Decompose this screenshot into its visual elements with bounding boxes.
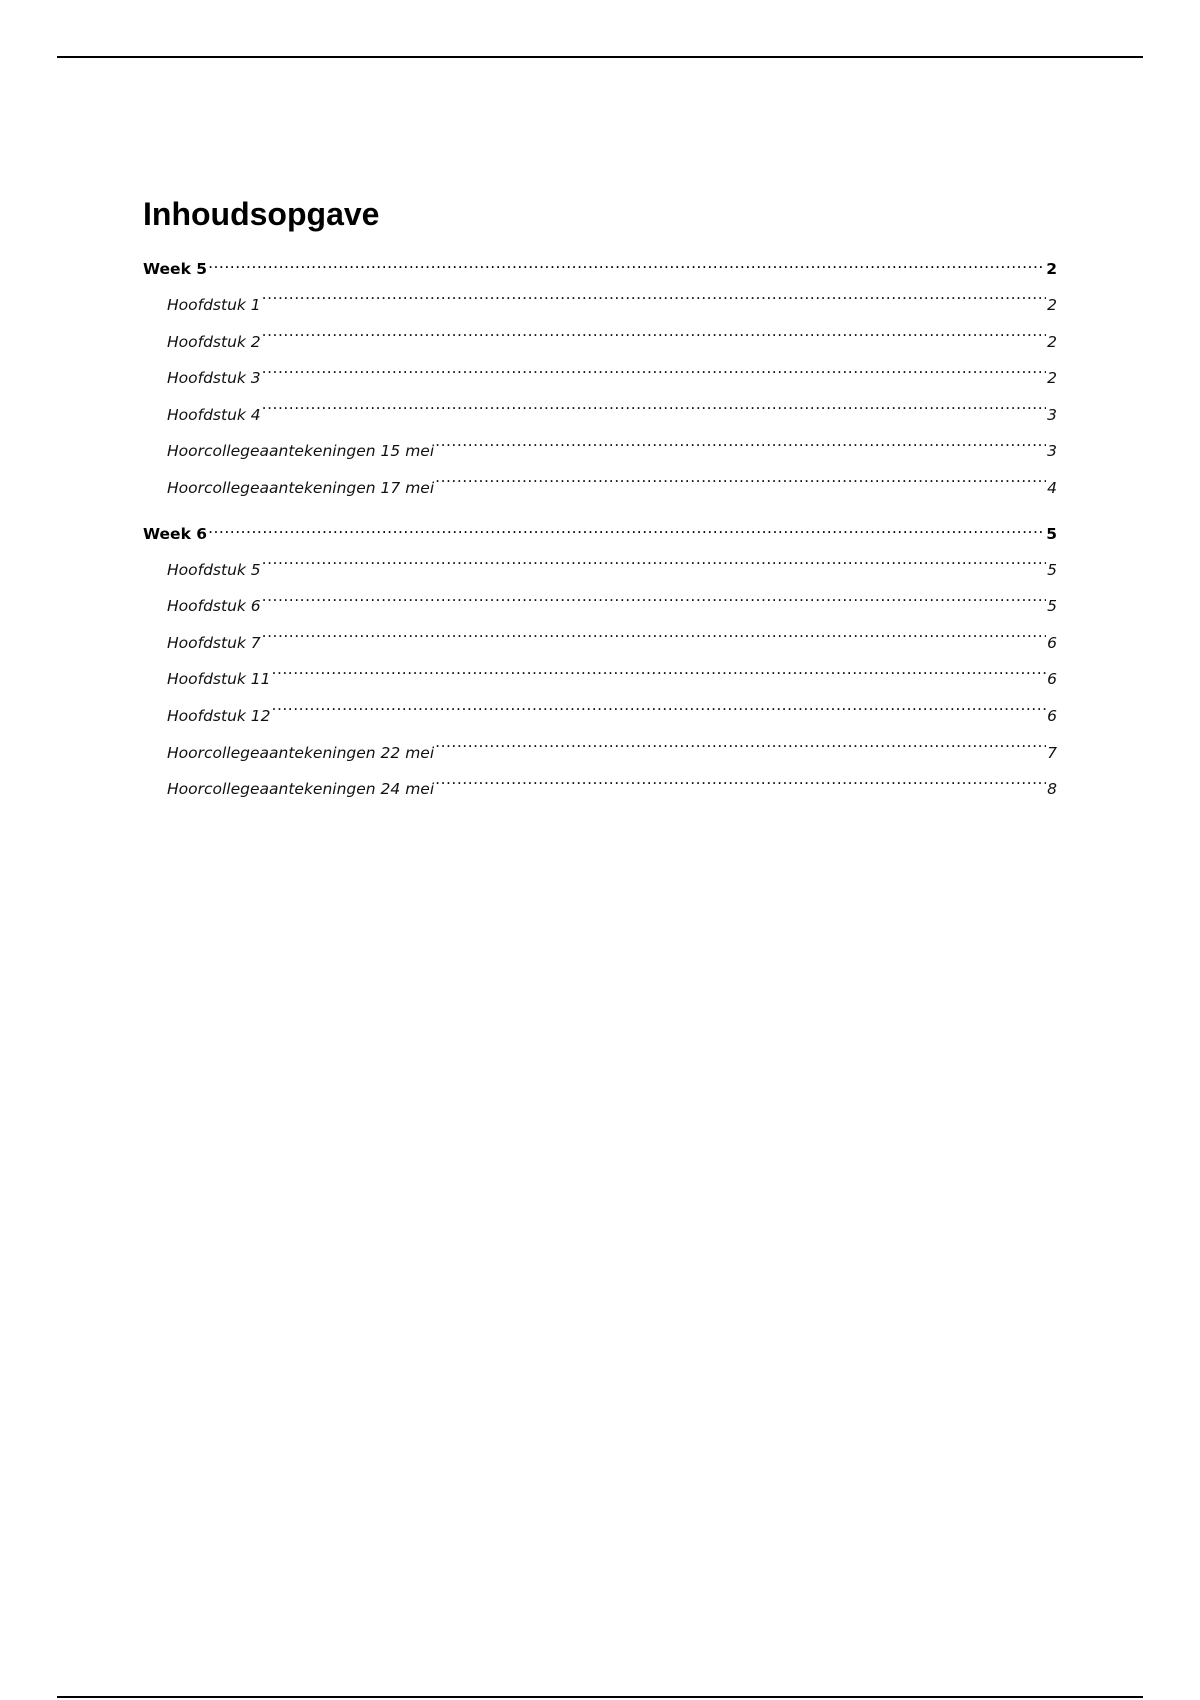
toc-page-number: 6: [1047, 633, 1057, 652]
toc-entry-label: Hoofdstuk 3: [167, 369, 261, 388]
toc-entry[interactable]: [143, 588, 1057, 625]
toc-page-number: 3: [1047, 405, 1057, 424]
footer-rule: [57, 1696, 1143, 1698]
header-rule: [57, 56, 1143, 58]
toc-page-number: 6: [1047, 670, 1057, 689]
toc-page-number: 4: [1047, 478, 1057, 497]
toc-dot-leader: [272, 669, 1047, 685]
toc-dot-leader: [262, 331, 1046, 347]
toc-entry-label: Week 6: [143, 524, 208, 543]
toc-page-number: 2: [1047, 296, 1057, 314]
toc-entry-label: Hoorcollegeaantekeningen 15 mei: [167, 442, 435, 461]
toc-page-number: 6: [1047, 706, 1057, 725]
toc-page-number: 2: [1047, 332, 1057, 351]
toc-page-number: 5: [1047, 597, 1057, 616]
toc-entry[interactable]: [143, 256, 1057, 283]
toc-entry-label: Hoofdstuk 5: [167, 560, 261, 579]
toc-entry[interactable]: [143, 397, 1057, 434]
toc-dot-leader: [208, 259, 1045, 275]
toc-page-number: 2: [1047, 369, 1057, 388]
toc-entry[interactable]: [143, 625, 1057, 662]
toc-dot-leader: [262, 559, 1046, 575]
toc-dot-leader: [262, 632, 1046, 648]
toc-page-number: 2: [1046, 260, 1057, 278]
toc-dot-leader: [435, 779, 1046, 795]
toc-entry-label: Hoorcollegeaantekeningen 17 mei: [167, 478, 435, 497]
toc-entry[interactable]: [143, 521, 1057, 548]
toc-entry-label: Week 5: [143, 260, 208, 278]
toc-entry[interactable]: [143, 433, 1057, 470]
toc-entry-label: Hoofdstuk 12: [167, 706, 271, 725]
toc-entry[interactable]: [143, 360, 1057, 397]
toc-page-number: 5: [1047, 560, 1057, 579]
toc-entry-label: Hoofdstuk 1: [167, 296, 261, 314]
toc-entry[interactable]: [143, 552, 1057, 589]
toc-section-week-6: [143, 521, 1057, 808]
toc-page-number: 7: [1047, 743, 1057, 762]
toc-entry[interactable]: [143, 771, 1057, 808]
toc-dot-leader: [208, 523, 1045, 539]
toc-entry-label: Hoofdstuk 2: [167, 332, 261, 351]
toc-entry[interactable]: [143, 698, 1057, 735]
toc-page-number: 3: [1047, 442, 1057, 461]
toc-dot-leader: [262, 368, 1046, 384]
toc-entry[interactable]: [143, 735, 1057, 772]
toc-dot-leader: [262, 596, 1046, 612]
toc-dot-leader: [435, 477, 1046, 493]
toc-dot-leader: [262, 295, 1046, 311]
toc-entry[interactable]: [143, 470, 1057, 507]
toc-page-number: 5: [1046, 524, 1057, 543]
toc-entry-label: Hoofdstuk 6: [167, 597, 261, 616]
toc-entry-label: Hoofdstuk 7: [167, 633, 261, 652]
toc-page-number: 8: [1047, 780, 1057, 799]
toc-entry-label: Hoofdstuk 4: [167, 405, 261, 424]
toc-entry-label: Hoorcollegeaantekeningen 22 mei: [167, 743, 435, 762]
toc-dot-leader: [272, 705, 1047, 721]
toc-entry-label: Hoorcollegeaantekeningen 24 mei: [167, 780, 435, 799]
page-title: Inhoudsopgave: [143, 196, 380, 232]
toc-entry[interactable]: [143, 287, 1057, 324]
toc-entry-label: Hoofdstuk 11: [167, 670, 271, 689]
toc-entry[interactable]: [143, 661, 1057, 698]
toc-section-week-5: [143, 256, 1057, 507]
toc-dot-leader: [435, 742, 1046, 758]
toc-entry[interactable]: [143, 324, 1057, 361]
toc-dot-leader: [435, 441, 1046, 457]
table-of-contents: [143, 256, 1057, 808]
toc-dot-leader: [262, 404, 1046, 420]
